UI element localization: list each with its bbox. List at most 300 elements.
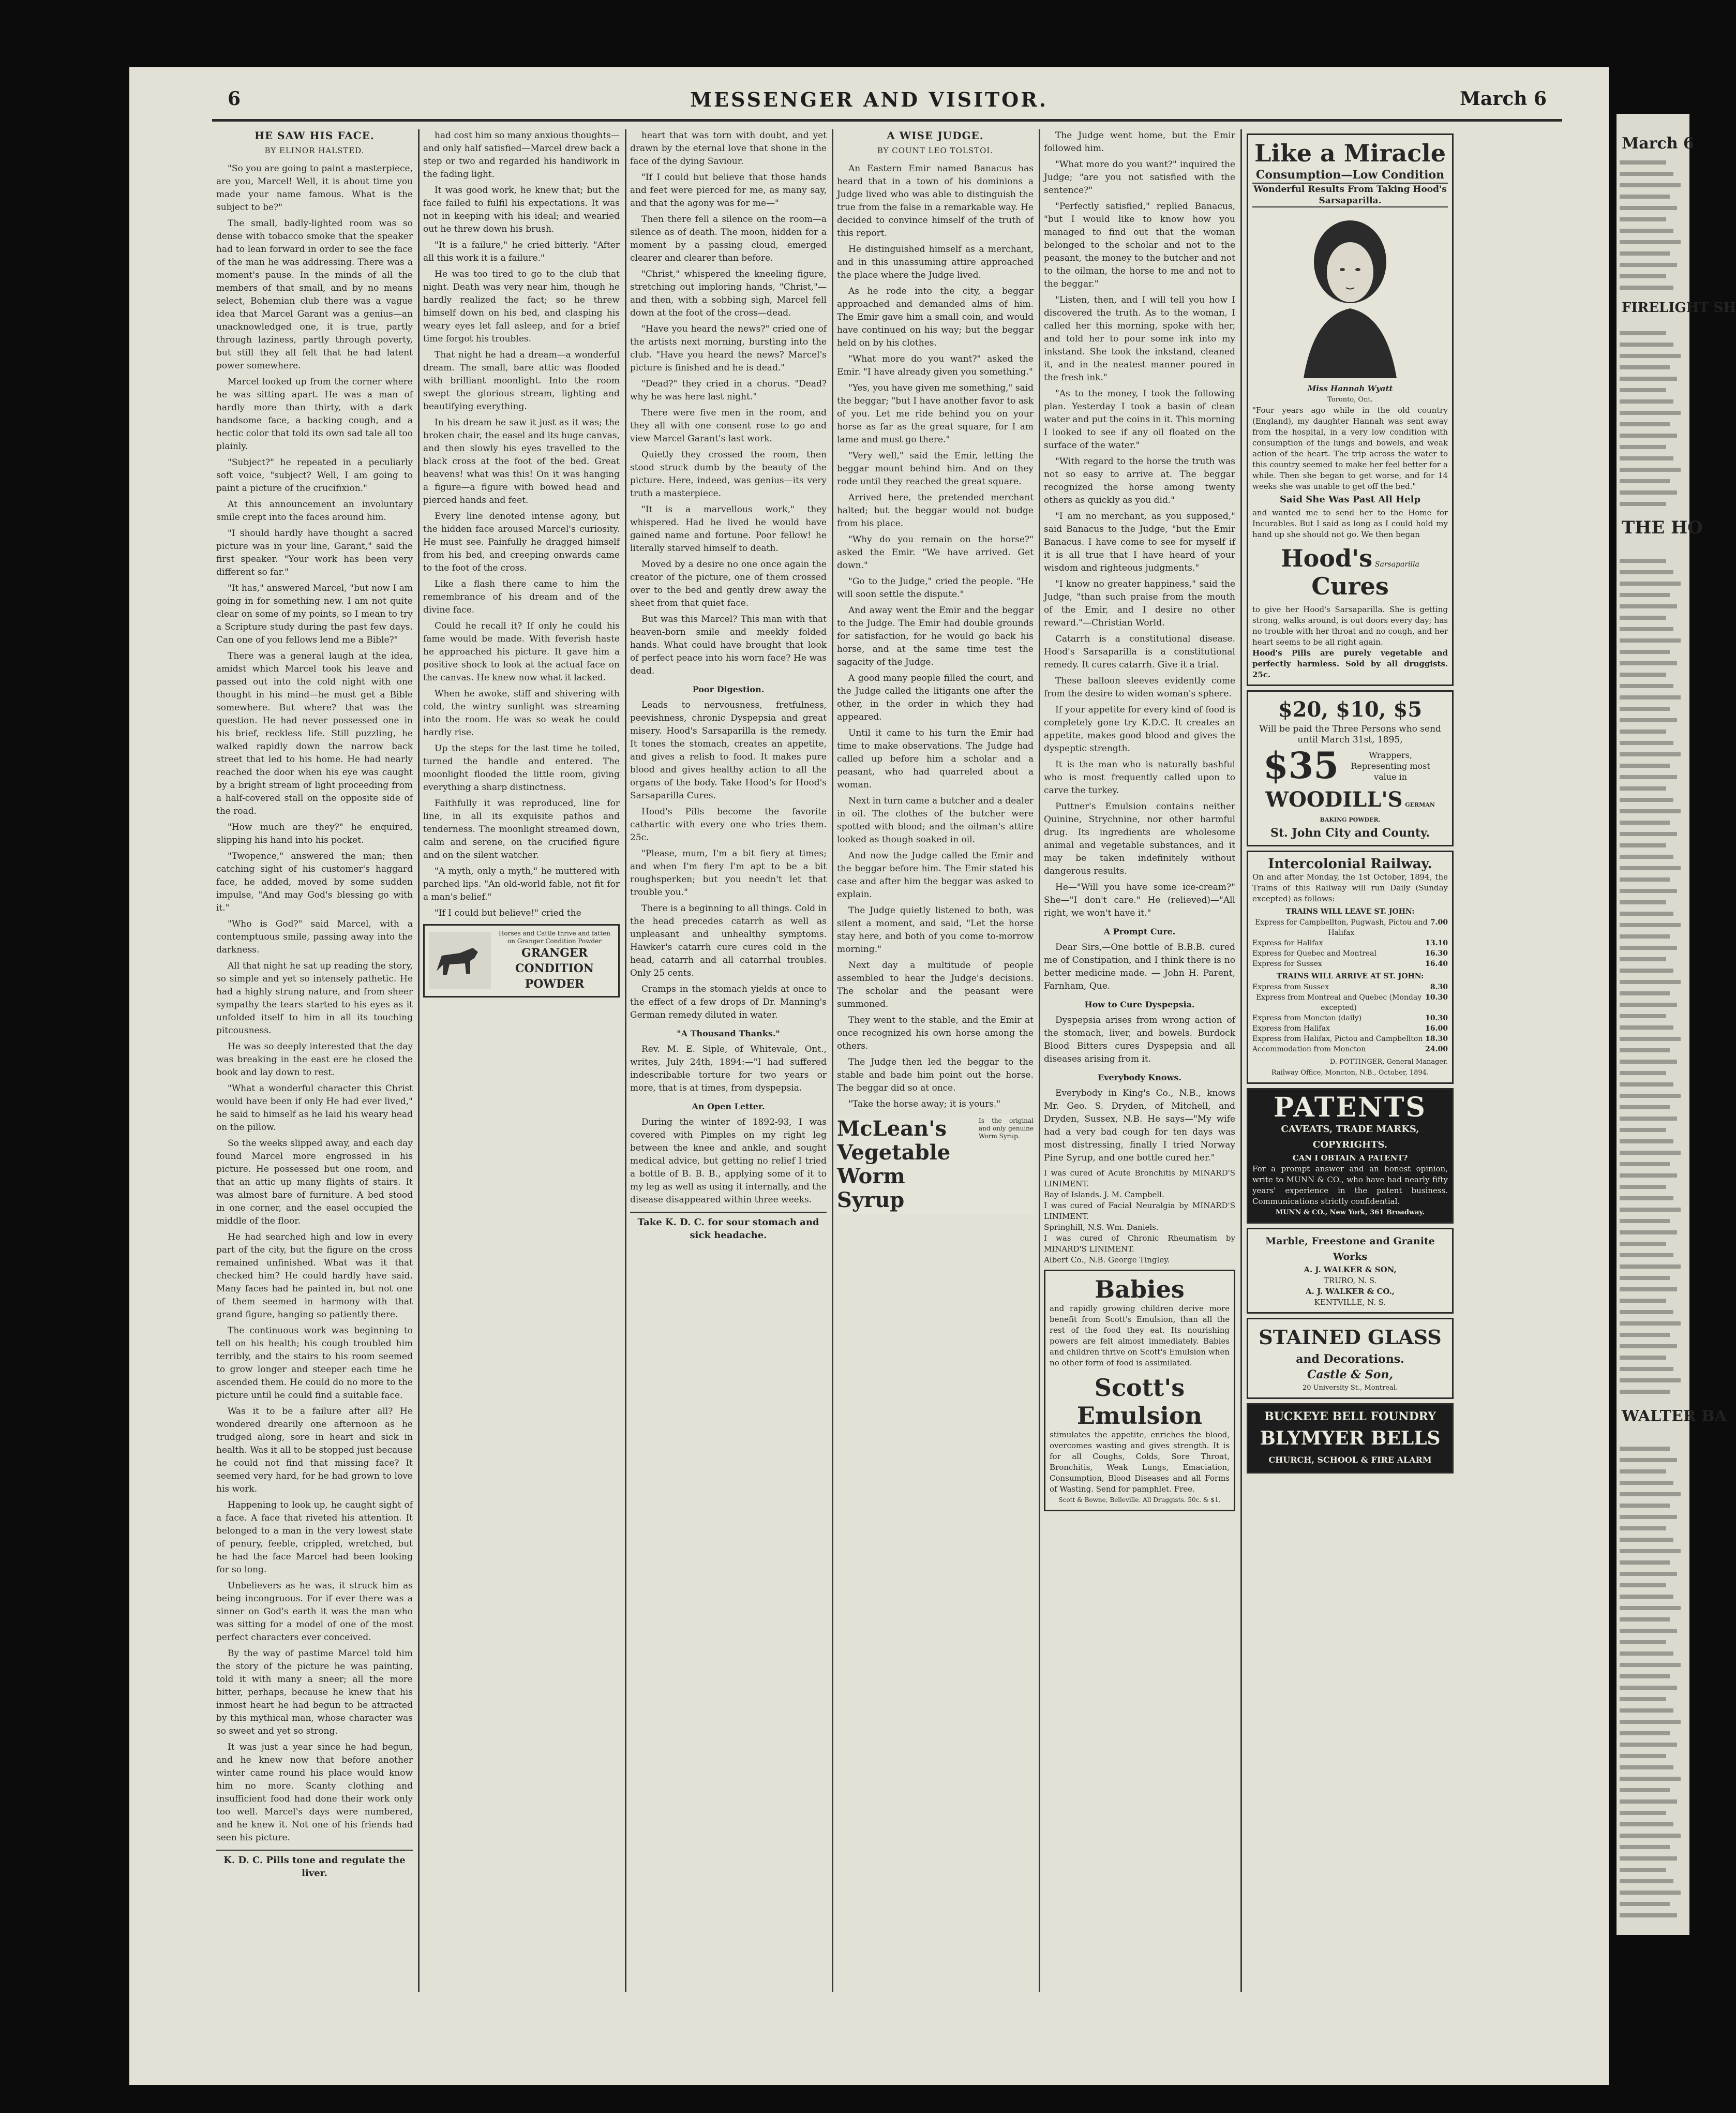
hoods-small: Sarsaparilla [1374,560,1419,569]
timetable-time: 18.30 [1425,1035,1448,1043]
edge-text-line [1620,1583,1666,1587]
article-title: A WISE JUDGE. [887,129,984,142]
edge-text-line [1620,1606,1681,1610]
article-body [837,162,1034,1111]
paragraph: "A myth, only a myth," he muttered with parched lips. "An old-world fable, not fit for a man's belief." [423,866,620,902]
edge-text-line [1620,1515,1677,1519]
edge-text-line [1620,570,1673,574]
railway-arrive-table [1252,982,1448,1054]
mcleans-worm-syrup-ad [837,1115,1034,1214]
edge-date: March 6 [1622,135,1694,153]
edge-text-line [1620,206,1677,210]
edge-text-line [1620,1708,1673,1713]
edge-text-line [1620,1447,1670,1451]
edge-text-line [1620,411,1681,415]
timetable-label: Express from Sussex [1252,983,1329,991]
edge-text-line [1620,1640,1666,1644]
column-2 [423,129,620,2023]
edge-text-line [1620,855,1673,859]
granger-name-3: POWDER [525,977,585,991]
paragraph: The Judge went home, but the Emir followed him. [1044,130,1235,154]
edge-text-line [1620,490,1677,495]
edge-text-line [1620,1822,1673,1826]
paragraph: In his dream he saw it just as it was; the broken chair, the easel and its huge canvas, and then slowly his eyes travelled to the black cross at the foot of the bed. Great heavens! what was this! On it was hanging a figure—a figure with bowed head and pierced hands and feet. [423,418,620,505]
edge-text-line [1620,1173,1677,1178]
paragraph: A good many people filled the court, and the Judge called the litigants one after the other, in the order in which they had appeared. [837,673,1034,722]
edge-text-line [1620,1879,1673,1883]
paragraph: Up the steps for the last time he toiled, turned the handle and entered. The moonlight flooded the little room, giving everything a sharp distinctness. [423,743,620,793]
edge-text-line [1620,1560,1670,1565]
portrait-caption: Miss Hannah Wyatt [1307,384,1393,393]
bells-line1: BUCKEYE BELL FOUNDRY [1264,1410,1436,1423]
edge-text-line [1620,1617,1670,1621]
column-1 [216,129,413,2023]
marble-firm2: A. J. WALKER & CO., [1305,1287,1395,1296]
edge-text-line [1620,912,1673,916]
portrait-illustration [1283,213,1417,378]
adjacent-page-edge [1617,114,1736,1935]
paragraph: As he rode into the city, a beggar approached and demanded alms of him. The Emir gave him a small coin, and would have continued on his way; but the beggar held on by his clothes. [837,286,1034,348]
testimonial-line: Bay of Islands. J. M. Campbell. [1044,1190,1164,1199]
timetable-time: 13.10 [1425,939,1448,947]
article-continuation [1044,129,1235,920]
paragraph: "Please, mum, I'm a bit fiery at times; and when I'm fiery I'm apt to be a bit roughsperken; but you needn't let that trouble you." [630,849,827,898]
paragraph: All that night he sat up reading the story, so simple and yet so intensely pathetic. He had a highly strung nature, and from sheer sympathy the tears started to his eyes as it unfolded itself to him in all its touching pitcousness. [216,961,413,1036]
granger-name-2: CONDITION [515,962,594,975]
hoods-pills: Hood's Pills are purely vegetable and perfectly harmless. Sold by all druggists. 25c. [1252,648,1448,679]
article-body [216,162,413,1844]
patents-address: MUNN & CO., New York, 361 Broadway. [1275,1209,1425,1216]
edge-text-line [1620,1697,1666,1701]
timetable-time: 24.00 [1425,1045,1448,1053]
paragraph: "It has," answered Marcel, "but now I am going in for something new. I am not quite clear on some of my points, so I mean to try a Scripture study during the past few days. Can one of you fellows lend me a Bible?" [216,583,413,645]
glass-address: 20 University St., Montreal. [1302,1384,1398,1392]
section-heading: Poor Digestion. [692,685,765,694]
edge-text-line [1620,1310,1673,1314]
edge-text-line [1620,331,1666,335]
marble-works-ad [1247,1228,1454,1314]
edge-text-line [1620,673,1666,677]
column-divider [1039,129,1040,1992]
paragraph: If your appetite for every kind of food is completely gone try K.D.C. It creates an appetite, makes good blood and gives the dyspeptic strength. [1044,705,1235,754]
paragraph: "I am no merchant, as you supposed," said Banacus to the Judge, "but the Emir Banacus. I have come to see for myself if it is all true that I have heard of your wisdom and righteous judgments." [1044,511,1235,573]
edge-text-line [1620,1117,1677,1121]
edge-text-line [1620,627,1673,631]
edge-text-line [1620,434,1677,438]
paragraph: At this announcement an involuntary smile crept into the faces around him. [216,499,413,523]
paragraph: He was so deeply interested that the day was breaking in the east ere he closed the book and lay down to rest. [216,1041,413,1078]
column-footer-note: K. D. C. Pills tone and regulate the liver. [216,1850,413,1880]
paragraph: "Perfectly satisfied," replied Banacus, "but I would like to know how you managed to find out that the woman belonged to the scholar and not to the peasant, the money to the butcher and not to the oilman, the horse to me and not to the beggar." [1044,201,1235,289]
patents-subtitle: CAVEATS, TRADE MARKS, COPYRIGHTS. [1281,1124,1419,1150]
granger-powder-ad [423,924,620,998]
timetable-label: Express for Sussex [1252,960,1322,968]
edge-text-line [1620,991,1670,995]
edge-text-line [1620,1276,1670,1280]
edge-heading-2: THE HO [1622,517,1703,538]
testimonial-line: I was cured of Chronic Rheumatism by MINARD'S LINIMENT. [1044,1233,1235,1254]
edge-text-line [1620,1686,1677,1690]
miracle-title: Like a Miracle [1254,139,1446,167]
edge-text-line [1620,183,1681,187]
edge-text-line [1620,456,1673,460]
paragraph: The Judge then led the beggar to the stable and bade him point out the horse. The beggar did so at once. [837,1057,1034,1093]
timetable-label: Express from Montreal and Quebec (Monday excepted) [1256,993,1422,1012]
testimonial-line: Springhill, N.S. Wm. Daniels. [1044,1223,1159,1232]
timetable-label: Express for Campbellton, Pugwash, Pictou and Halifax [1255,918,1428,937]
edge-text-line [1620,1048,1670,1052]
paragraph: Arrived here, the pretended merchant halted; but the beggar would not budge from his place. [837,493,1034,529]
newspaper-page [129,67,1609,2085]
column-6-ads [1247,129,1454,2023]
edge-text-line [1620,399,1673,404]
edge-text-line [1620,741,1673,745]
edge-brand: WALTER BA [1622,1407,1727,1425]
hoods-cures-logo [1252,544,1448,600]
paragraph: When he awoke, stiff and shivering with cold, the wintry sunlight was streaming into the room. He was so weak he could hardly rise. [423,689,620,738]
edge-text-line [1620,1356,1666,1360]
minard-testimonials [1044,1168,1235,1266]
edge-text-line [1620,1549,1681,1553]
edge-text-line [1620,1185,1666,1189]
paragraph: There is a beginning to all things. Cold in the head precedes catarrh as well as unpleasant and unhealthy symptoms. Hawker's catarrh cure cures cold in the head, catarrh and all catarrhal troubles. Only 25 cents. [630,903,827,978]
edge-text-line [1620,1378,1681,1382]
timetable-row [1252,1023,1448,1034]
edge-text-line [1620,1811,1666,1815]
timetable-row [1252,992,1448,1013]
paragraph: Then there fell a silence on the room—a silence as of death. The moon, hidden for a moment by a passing cloud, emerged clearer and clearer than before. [630,214,827,263]
edge-text-line [1620,775,1677,779]
paragraph: "Have you heard the news?" cried one of the artists next morning, bursting into the club. "Have you heard the news? Marcel's picture is finished and he is dead." [630,324,827,373]
paragraph: "Why do you remain on the horse?" asked the Emir. "We have arrived. Get down." [837,534,1034,571]
paragraph: "How much are they?" he enquired, slipping his hand into his pocket. [216,822,413,845]
cure-text: Dear Sirs,—One bottle of B.B.B. cured me of Constipation, and I think there is no better medicine made. — John H. Parent, Farnham, Que. [1044,942,1235,991]
paragraph: Every line denoted intense agony, but the hidden face aroused Marcel's curiosity. He must see. Painfully he dragged himself from his bed, and creeping onwards came to the foot of the cross. [423,511,620,573]
mcleans-name-1: McLean's [837,1117,947,1141]
paragraph: "With regard to the horse the truth was not so easy to arrive at. The beggar recognized the horse among twenty others as quickly as you did." [1044,456,1235,505]
paragraph: The continuous work was beginning to tell on his health; his cough troubled him terribly, and the stairs to his room seemed to grow longer and steeper each time he ascended them. He could do no more to the picture until he could find a suitable face. [216,1326,413,1401]
edge-text-line [1620,946,1677,950]
paragraph: Next day a multitude of people assembled to hear the Judge's decisions. The scholar and the peasant were summoned. [837,960,1034,1009]
edge-text-line [1620,1264,1681,1269]
page-number: 6 [228,88,241,110]
railway-office: Railway Office, Moncton, N.B., October, 1894. [1271,1069,1429,1077]
edge-text-line [1620,343,1673,347]
edge-text-line [1620,377,1677,381]
paragraph: "If I could but believe!" cried the [435,908,581,918]
edge-text-line [1620,1219,1670,1223]
article-byline: BY ELINOR HALSTED. [264,146,365,155]
timetable-row [1252,982,1448,992]
masthead-title: MESSENGER AND VISITOR. [690,88,1049,111]
edge-text-line [1620,616,1666,620]
stained-glass-ad [1247,1318,1454,1399]
section-heading: A Prompt Cure. [1103,927,1176,936]
granger-caption: Horses and Cattle thrive and fatten on Granger Condition Powder [498,930,611,945]
paragraph: It is the man who is naturally bashful who is most frequently called upon to carve the turkey. [1044,760,1235,796]
edge-text-line [1620,1913,1677,1917]
paragraph: Puttner's Emulsion contains neither Quinine, Strychnine, nor other harmful drug. Its ingredients are wholesome animal and vegetable substances, and it may be taken indefinitely without dangerous results. [1044,801,1235,876]
mcleans-caption: Is the original and only genuine Worm Syrup. [978,1117,1034,1140]
edge-text-line [1620,263,1677,267]
timetable-row [1252,1044,1448,1054]
edge-text-line [1620,1253,1673,1257]
timetable-label: Express from Halifax [1252,1024,1330,1033]
page-header [129,67,1609,124]
edge-text-line [1620,240,1681,244]
paragraph: Like a flash there came to him the remembrance of his dream and of the divine face. [423,579,620,615]
prize-wrappers: Wrappers, Representing most value in [1351,750,1430,782]
edge-text-line [1620,821,1670,825]
edge-text-line [1620,1060,1677,1064]
edge-text-line [1620,502,1666,506]
edge-text-line [1620,604,1677,608]
paragraph: "Dead?" they cried in a chorus. "Dead? why he was here last night." [630,379,827,402]
section-heading: How to Cure Dyspepsia. [1084,1000,1195,1009]
edge-text-line [1620,1025,1673,1030]
railway-leave-table [1252,917,1448,969]
edge-text-line [1620,1765,1673,1769]
paragraph: That night he had a dream—a wonderful dream. The small, bare attic was flooded with brilliant moonlight. Into the room swept the glorious stream, lighting and beautifying everything. [423,350,620,412]
paragraph: So the weeks slipped away, and each day found Marcel more engrossed in his picture. He possessed but one room, and that an attic up many flights of stairs. It was almost bare of furniture. A bed stood in one corner, and the easel occupied the middle of the floor. [216,1138,413,1226]
edge-text-line [1620,900,1666,904]
timetable-label: Accommodation from Moncton [1252,1045,1366,1053]
edge-text-line [1620,1492,1681,1496]
edge-text-line [1620,354,1681,358]
edge-text-line [1620,1504,1670,1508]
edge-text-line [1620,786,1666,791]
paragraph: He distinguished himself as a merchant, and in this unassuming attire approached the place where the Judge lived. [837,244,1034,280]
paragraph: But was this Marcel? This man with that heaven-born smile and meekly folded hands. What could have brought that look of perfect peace into his worn face? He was dead. [630,614,827,676]
edge-text-line [1620,1151,1681,1155]
edge-text-line [1620,1390,1670,1394]
edge-text-line [1620,1856,1677,1861]
paragraph: "What more do you want?" asked the Emir. "I have already given you something." [837,354,1034,377]
paragraph: "Very well," said the Emir, letting the beggar mount behind him. And on they rode until they reached the great square. [837,451,1034,487]
edge-text-line [1620,1629,1677,1633]
edge-heading-1: FIRELIGHT SH [1622,300,1736,316]
paragraph: Marcel looked up from the corner where he was sitting apart. He was a man of hardly more than thirty, with a dark handsome face, a backing cough, and a hectic color that told its own sad tale all too plainly. [216,377,413,452]
edge-text-line [1620,559,1666,563]
paragraph: "Twopence," answered the man; then catching sight of his customer's haggard face, he added, moved by some sudden impulse, "And may God's blessing go with it." [216,851,413,913]
glass-subtitle: and Decorations. [1296,1352,1404,1366]
babies-text: and rapidly growing children derive more benefit from Scott's Emulsion, than all the rest of the food they eat. Its nourishing powers are felt almost immediately. Babies and children thrive on Scott's Emulsion when no other form of food is assimilated. [1050,1304,1230,1367]
section-heading: Everybody Knows. [1098,1073,1181,1082]
edge-text-line [1620,764,1670,768]
edge-text-line [1620,1014,1666,1018]
timetable-row [1252,948,1448,959]
edge-text-line [1620,1162,1670,1166]
edge-text-line [1620,217,1666,221]
column-divider [1240,129,1242,1992]
paragraph: "Who is God?" said Marcel, with a contemptuous smile, passing away into the darkness. [216,919,413,955]
edge-text-line [1620,1230,1677,1234]
paragraph: He was too tired to go to the club that night. Death was very near him, though he hardly realized the fact; so he threw himself down on his bed, and clasping his weary eyes let fall asleep, and for a brief time forgot his troubles. [423,269,620,344]
timetable-time: 16.00 [1425,1024,1448,1033]
paragraph: Was it to be a failure after all? He wondered drearily one afternoon as he trudged along, sore in heart and sick in health. Was it all to be stopped just because he could not find that missing face? It seemed very hard, for he had grown to love his work. [216,1406,413,1494]
paragraph: There were five men in the room, and they all with one consent rose to go and view Marcel Garant's last work. [630,408,827,444]
railway-title: Intercolonial Railway. [1268,856,1432,872]
paragraph: Quietly they crossed the room, then stood struck dumb by the beauty of the picture. Here, indeed, was genius—its very truth a masterpiece. [630,450,827,499]
railway-intro: On and after Monday, the 1st October, 1894, the Trains of this Railway will run Daily (Sunday excepted) as follows: [1252,872,1448,903]
paragraph: Faithfully it was reproduced, line for line, in all its exquisite pathos and tenderness. The moonlight streamed down, calm and serene, on the crucified figure and on the silent watcher. [423,798,620,860]
bells-line2: BLYMYER BELLS [1260,1427,1441,1449]
edge-text-line [1620,1868,1666,1872]
like-a-miracle-ad [1247,133,1454,686]
mcleans-name-2: Vegetable [837,1140,951,1165]
testimonial-line: Albert Co., N.B. George Tingley. [1044,1255,1170,1264]
edge-text-line [1620,969,1673,973]
edge-text-line [1620,445,1666,449]
edge-text-line [1620,593,1670,597]
prize-text: Will be paid the Three Persons who send until March 31st, 1895, [1259,724,1441,745]
edge-text-line [1620,1845,1670,1849]
glass-title: STAINED GLASS [1259,1326,1442,1349]
edge-text-line [1620,1526,1666,1530]
edge-text-line [1620,832,1677,836]
issue-date: March 6 [1460,88,1547,110]
bells-ad [1247,1403,1454,1474]
edge-text-line [1620,730,1666,734]
paragraph: Could he recall it? If only he could his fame would be made. With feverish haste he approached his picture. It gave him a positive shock to look at the actual face on the canvas. He knew now what it lacked. [423,621,620,683]
granger-name-1: GRANGER [521,946,588,960]
edge-text-line [1620,752,1681,756]
woodills-brand-sub: GERMAN BAKING POWDER. [1320,801,1435,823]
edge-text-line [1620,1458,1677,1462]
edge-text-line [1620,695,1681,700]
edge-text-line [1620,195,1670,199]
edge-text-line [1620,1196,1673,1200]
paragraph: "I know no greater happiness," said the Judge, "than such praise from the mouth of the Emir, and I desire no other reward."—Christian World. [1044,579,1235,628]
glass-firm: Castle & Son, [1307,1368,1394,1381]
timetable-label: Express from Moncton (daily) [1252,1014,1362,1022]
section-heading: An Open Letter. [692,1102,765,1111]
miracle-result-title: Said She Was Past All Help [1279,494,1421,505]
intercolonial-railway-ad [1247,851,1454,1084]
edge-text-line [1620,582,1681,586]
edge-text-line [1620,1754,1666,1758]
edge-text-line [1620,388,1666,392]
edge-text-line [1620,1071,1666,1075]
paragraph: Until it came to his turn the Emir had time to make observations. The Judge had called up before him a scholar and a peasant, who had quarreled about a woman. [837,728,1034,790]
paragraph: By the way of pastime Marcel told him the story of the picture he was painting, told it with many a sneer; all the more bitter, perhaps, because he knew that his inmost heart he had begun to be attracted by this mythical man, whose character was so sweet and yet so strong. [216,1648,413,1736]
edge-text-line [1620,809,1681,813]
woodills-brand: WOODILL'S [1265,787,1403,812]
paragraph: "If I could but believe that those hands and feet were pierced for me, as many say, and that the agony was for me—" [630,172,827,209]
babies-title: Babies [1095,1275,1185,1303]
edge-text-line [1620,1469,1666,1474]
edge-text-line [1620,1651,1673,1656]
letter-text: During the winter of 1892-93, I was covered with Pimples on my right leg between the knee and ankle, and sought medical advice, but getting no relief I tried a bottle of B. B. B., applying some of it to my leg as well as using it internally, and the disease disappeared within three weeks. [630,1117,827,1205]
column-footer-note: Take K. D. C. for sour stomach and sick headache. [630,1212,827,1242]
edge-text-line [1620,1891,1681,1895]
paragraph: Hood's Pills become the favorite cathartic with every one who tries them. 25c. [630,807,827,843]
timetable-time: 7.00 [1430,918,1448,927]
timetable-row [1252,1034,1448,1044]
timetable-label: Express for Quebec and Montreal [1252,949,1376,958]
railway-leave-title: TRAINS WILL LEAVE ST. JOHN: [1285,907,1415,916]
edge-text-line [1620,1003,1677,1007]
paragraph: "Listen, then, and I will tell you how I discovered the truth. As to the woman, I called her this morning, spoke with her, and told her to pour some ink into my inkstand. She took the inkstand, cleaned it, and in the neatest manner poured in the fresh ink." [1044,295,1235,383]
scotts-footer: Scott & Bowne, Belleville. All Druggists. 50c. & $1. [1058,1496,1221,1504]
patents-text: For a prompt answer and an honest opinion, write to MUNN & CO., who have had nearly fifty years' experience in the patent business. Communications strictly confidential. [1252,1164,1448,1206]
paragraph: Leads to nervousness, fretfulness, peevishness, chronic Dyspepsia and great misery. Hood's Sarsaparilla is the remedy. It tones the stomach, creates an appetite, and gives a relish to food. It makes pure blood and gives healthy action to all the organs of the body. Take Hood's for Hood's Sarsaparilla Cures. [630,700,827,801]
paragraph: heart that was torn with doubt, and yet drawn by the eternal love that shone in the face of the dying Saviour. [630,130,827,167]
timetable-time: 16.30 [1425,949,1448,958]
paragraph: "As to the money, I took the following plan. Yesterday I took a basin of clean water and put the coins in it. This morning I looked to see if any oil floated on the surface of the water." [1044,389,1235,451]
edge-text-line [1620,1105,1670,1109]
mcleans-name-3: Worm Syrup [837,1164,905,1212]
paragraph: "What more do you want?" inquired the Judge; "are you not satisfied with the sentence?" [1044,159,1235,196]
everybody-text: Everybody in King's Co., N.B., knows Mr. Geo. S. Dryden, of Mitchell, and Dryden, Sussex, N.B. He says—"My wife had a very bad cough for ten days was most distressing, finally I tried Norway Pine Syrup, and one bottle cured her." [1044,1088,1235,1163]
marble-firm: A. J. WALKER & SON, [1304,1265,1397,1274]
testimonial-line: I was cured of Acute Bronchitis by MINARD'S LINIMENT. [1044,1168,1235,1188]
railway-signature: D. POTTINGER, General Manager. [1329,1058,1448,1066]
paragraph: "What a wonderful character this Christ would have been if only He had ever lived," he said to himself as he laid his weary head on the pillow. [216,1083,413,1133]
paragraph: It was just a year since he had begun, and he knew now that before another winter came round his place would know him no more. Scanty clothing and insufficient food had done their work only too well. Marcel's days were numbered, and he knew it. Not one of his friends had seen his picture. [216,1742,413,1843]
edge-text-line [1620,468,1681,472]
horse-illustration [429,932,491,989]
edge-text-line [1620,160,1666,165]
column-divider [832,129,833,1992]
paragraph: These balloon sleeves evidently come from the desire to widen woman's sphere. [1044,676,1235,699]
edge-text-line [1620,1037,1681,1041]
prize-amounts: $20, $10, $5 [1278,697,1423,722]
edge-text-line [1620,1082,1673,1087]
paragraph: Next in turn came a butcher and a dealer in oil. The clothes of the butcher were spotted with blood; and the oilman's attire looked as though soaked in oil. [837,796,1034,845]
miracle-subtitle: Consumption—Low Condition [1255,168,1445,182]
edge-text-line [1620,1139,1673,1143]
edge-text-line [1620,1731,1670,1735]
paragraph: He—"Will you have some ice-cream?" She—"I don't care." He (relieved)—"All right, we won't have it." [1044,882,1235,918]
notices-body [630,699,827,1022]
edge-text-line [1620,1788,1670,1792]
timetable-row [1252,917,1448,938]
article-title: HE SAW HIS FACE. [255,129,375,142]
column-4 [837,129,1034,2023]
edge-text-line [1620,798,1673,802]
patents-question: CAN I OBTAIN A PATENT? [1292,1153,1408,1163]
edge-text-line [1620,1333,1670,1337]
column-5 [1044,129,1235,2023]
header-rule [212,119,1562,122]
prize-big: $35 [1263,744,1339,787]
edge-text-line [1620,934,1670,939]
timetable-row [1252,959,1448,969]
testimonial-line: I was cured of Facial Neuralgia by MINARD'S LINIMENT. [1044,1201,1235,1221]
edge-text-line [1620,274,1666,278]
article-continuation [630,129,827,678]
patents-ad [1247,1088,1454,1224]
column-divider [625,129,626,1992]
portrait-place: Toronto, Ont. [1327,396,1373,404]
miracle-testimonial: "Four years ago while in the old country (England), my daughter Hannah was sent away from the hospital, in a very low condition with consumption of the lungs and bowels, and weak action of the heart. The trip across the water to this country seemed to make her feel better for a while. Then she began to get worse, and for 14 weeks she was unable to get off the bed." [1252,406,1448,491]
marble-place2: KENTVILLE, N. S. [1314,1298,1386,1307]
paragraph: And away went the Emir and the beggar to the Judge. The Emir had double grounds for satisfaction, for he would go back his horse, and at the same time test the sagacity of the Judge. [837,605,1034,667]
timetable-time: 10.30 [1425,1014,1448,1022]
section-heading: "A Thousand Thanks." [677,1029,780,1038]
edge-text-line [1620,1720,1681,1724]
edge-text-line [1620,1344,1677,1348]
bells-line3: CHURCH, SCHOOL & FIRE ALARM [1268,1455,1432,1465]
edge-text-line [1620,1834,1681,1838]
edge-text-line [1620,1902,1670,1906]
edge-text-line [1620,718,1677,722]
edge-text-line [1620,365,1670,369]
paragraph: "Christ," whispered the kneeling figure, stretching out imploring hands, "Christ,"—and then, with a sobbing sigh, Marcel fell down at the foot of the cross—dead. [630,269,827,318]
paragraph: Cramps in the stomach yields at once to the effect of a few drops of Dr. Manning's German remedy diluted in water. [630,984,827,1020]
edge-text-line [1620,923,1681,927]
